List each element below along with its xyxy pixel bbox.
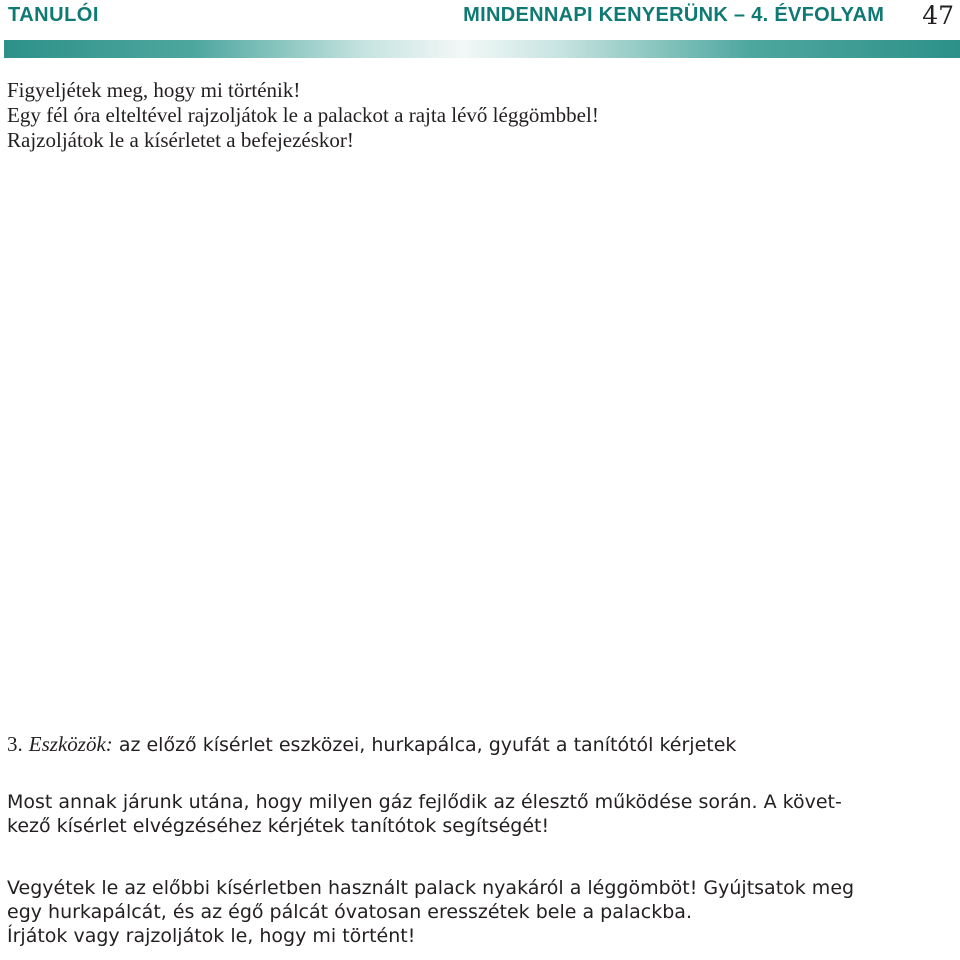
header-divider-band — [4, 40, 960, 58]
paragraph-line: kező kísérlet elvégzéséhez kérjétek tanítótok segítségét! — [7, 815, 550, 837]
paragraph-line: Most annak járunk utána, hogy milyen gáz fejlődik az élesztő működése során. A követ- — [7, 791, 842, 813]
paragraph-line: egy hurkapálcát, és az égő pálcát óvatosan eresszétek bele a palackba. — [7, 901, 692, 923]
page-header — [8, 0, 954, 30]
intro-line: Egy fél óra elteltével rajzoljátok le a palackot a rajta lévő léggömbbel! — [7, 103, 599, 127]
item-number: 3. — [7, 732, 23, 756]
item-3-tools — [7, 732, 954, 757]
item-label: Eszközök: — [28, 732, 113, 756]
intro-instructions — [7, 78, 954, 153]
intro-line: Rajzoljátok le a kísérletet a befejezéskor! — [7, 128, 354, 152]
paragraph-1 — [7, 790, 954, 838]
intro-line: Figyeljétek meg, hogy mi történik! — [7, 78, 301, 102]
paragraph-line: Írjátok vagy rajzoljátok le, hogy mi történt! — [7, 925, 416, 947]
running-title: MINDENNAPI KENYERÜNK – 4. ÉVFOLYAM — [463, 3, 885, 26]
paragraph-2 — [7, 876, 954, 948]
section-label: TANULÓI — [8, 3, 99, 26]
page-number: 47 — [922, 0, 954, 30]
paragraph-line: Vegyétek le az előbbi kísérletben használt palack nyakáról a léggömböt! Gyújtsatok meg — [7, 877, 855, 899]
item-text: az előző kísérlet eszközei, hurkapálca, gyufát a tanítótól kérjetek — [118, 734, 737, 756]
item-3-line — [7, 732, 954, 757]
